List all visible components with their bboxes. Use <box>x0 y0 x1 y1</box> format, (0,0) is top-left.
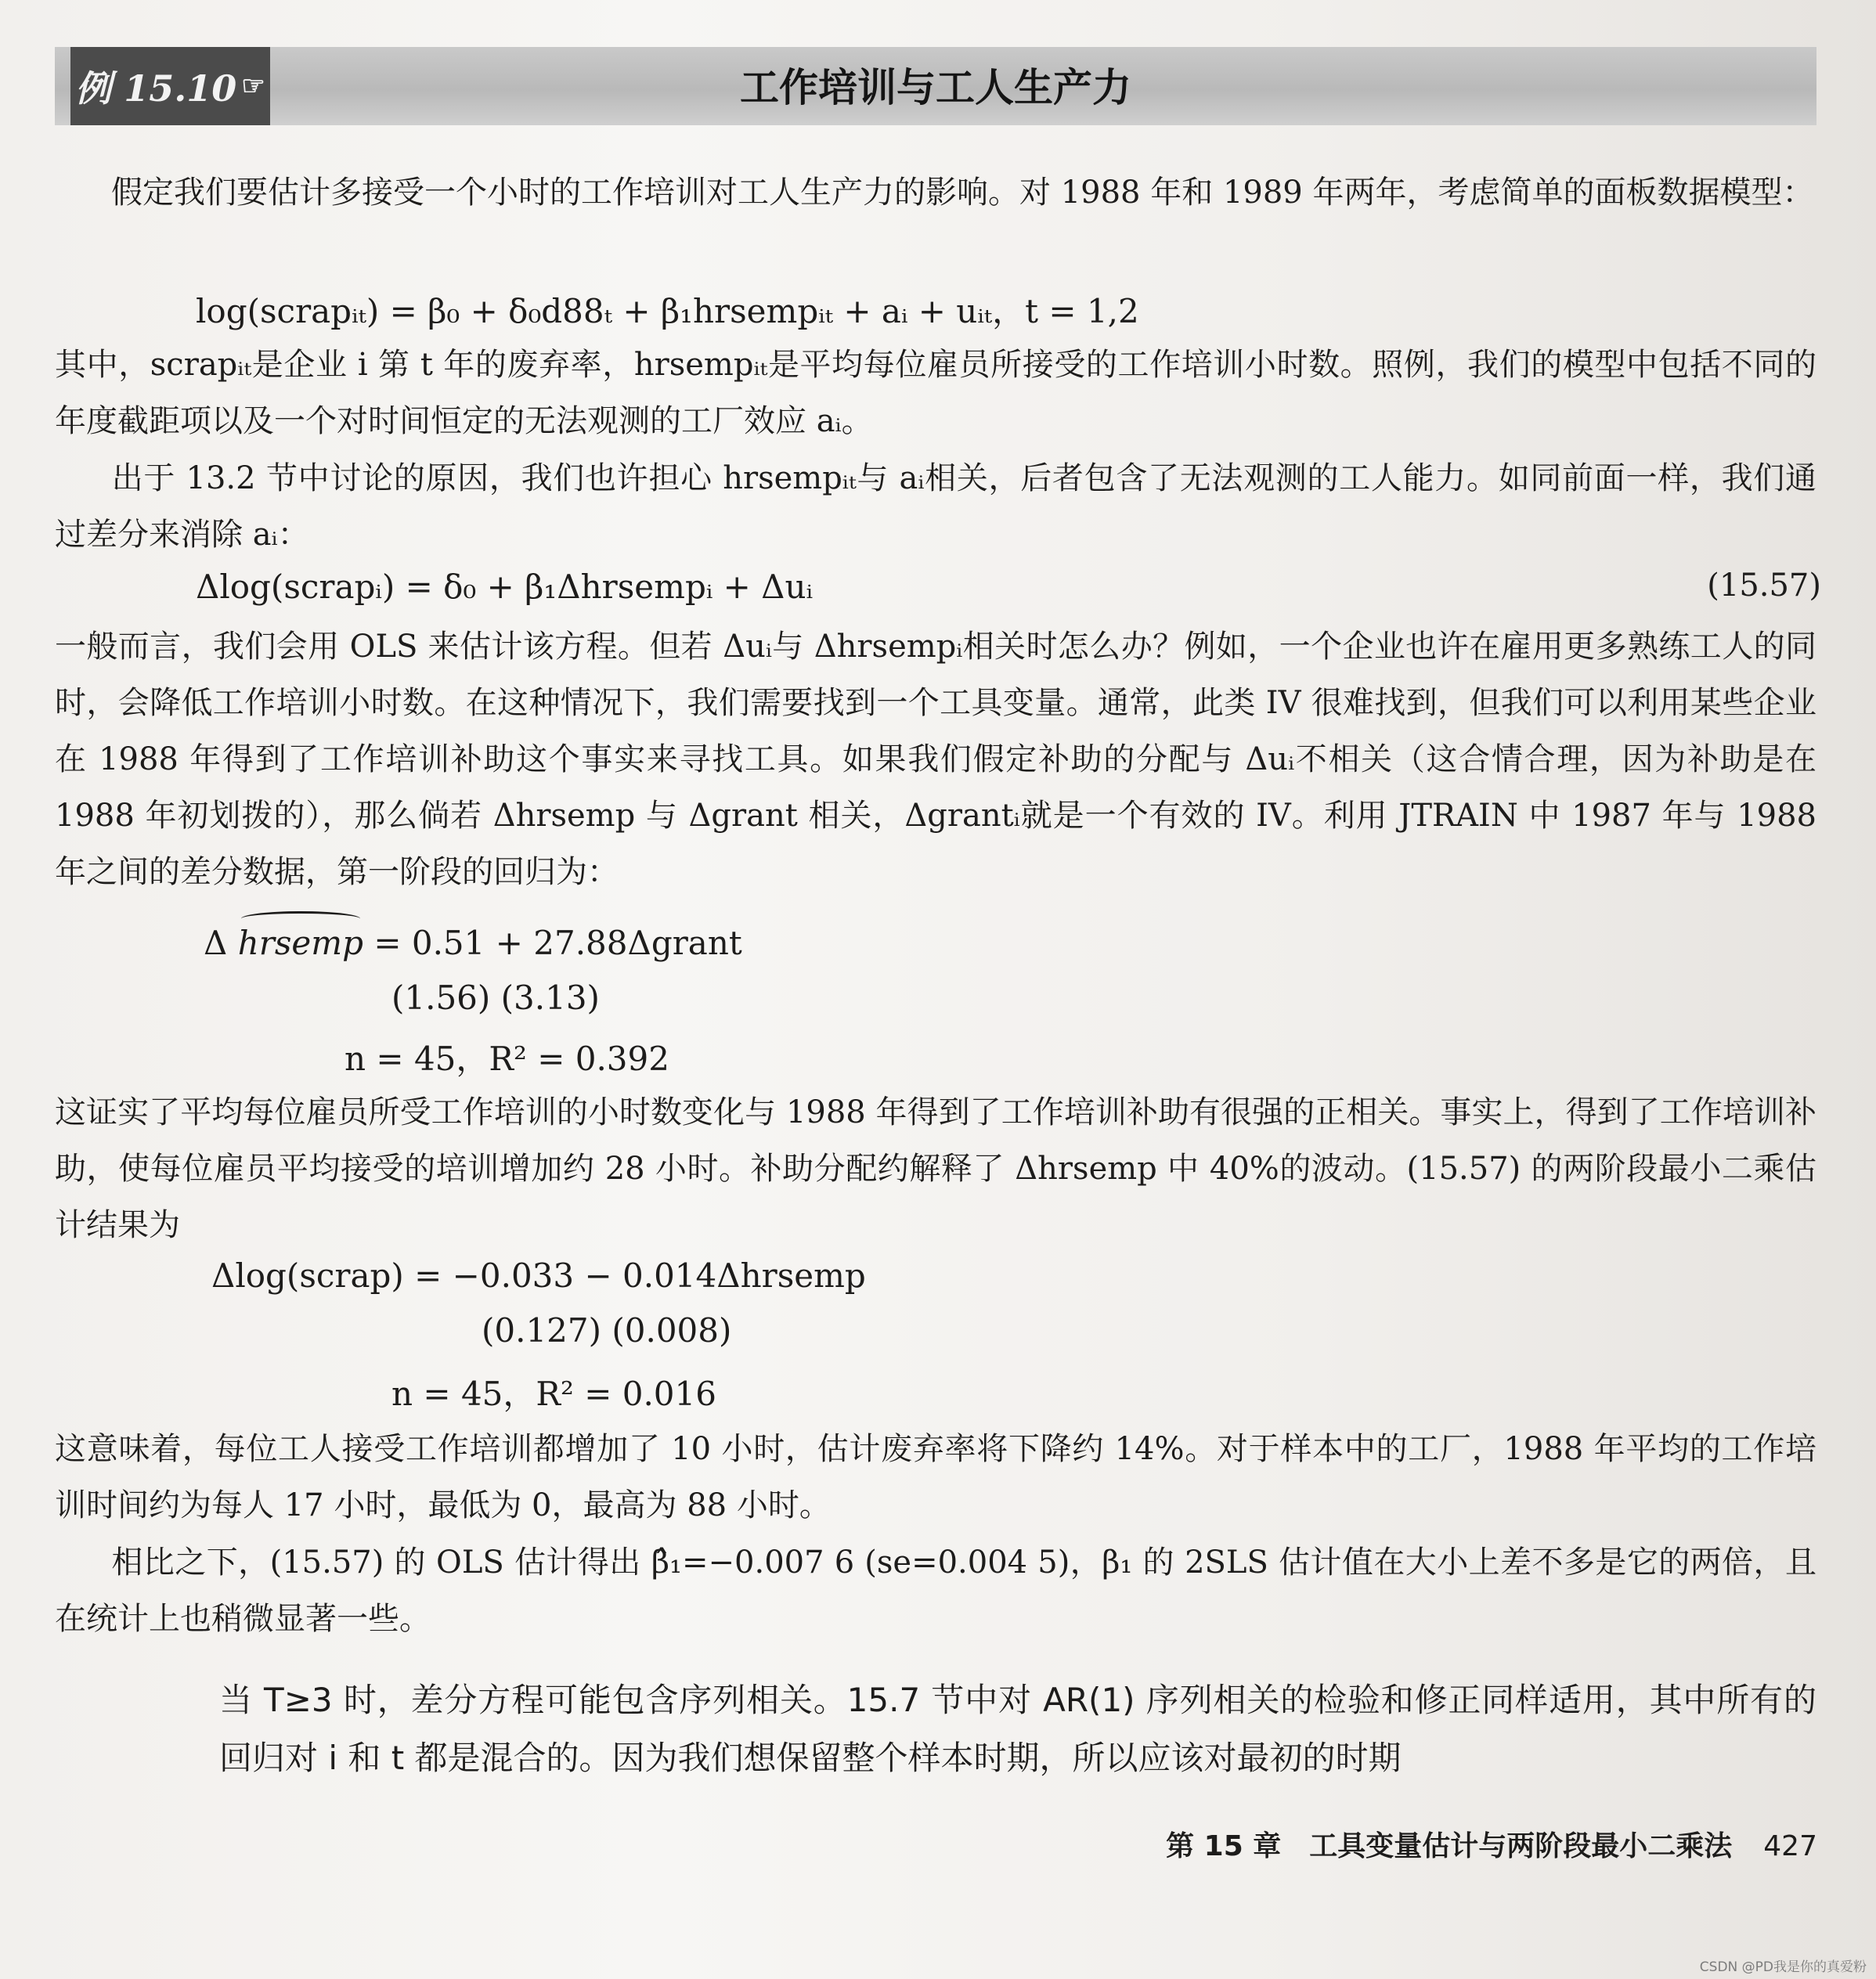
paragraph-difference <box>55 450 1816 563</box>
example-badge-label: 例 15.10 <box>75 67 237 110</box>
equation-number: (15.57) <box>1707 568 1821 604</box>
paragraph-ols-comparison-text: 相比之下，(15.57) 的 OLS 估计得出 β̂₁=−0.007 6 (se=0.004 5)，β₁ 的 2SLS 估计值在大小上差不多是它的两倍，且在统计上也稍微显著一些。 <box>55 1545 1816 1637</box>
page-footer <box>1166 1824 1817 1864</box>
equation-differenced: Δlog(scrapᵢ) = δ₀ + β₁Δhrsempᵢ + Δuᵢ <box>196 568 814 606</box>
pointing-hand-icon: ☞ <box>241 70 265 102</box>
page-number: 427 <box>1763 1830 1817 1862</box>
paragraph-intro-text: 假定我们要估计多接受一个小时的工作培训对工人生产力的影响。对 1988 年和 1989 年两年，考虑简单的面板数据模型： <box>111 175 1814 211</box>
paragraph-first-stage-result: 这证实了平均每位雇员所受工作培训的小时数变化与 1988 年得到了工作培训补助有很强的正相关。事实上，得到了工作培训补助，使每位雇员平均接受的培训增加约 28 小时。补助分配约解释了 Δhrsemp 中 40%的波动。(15.57) 的两阶段最小二乘估计结果为 <box>55 1094 1816 1243</box>
chapter-title: 第 15 章 工具变量估计与两阶段最小二乘法 <box>1166 1830 1733 1862</box>
2sls-standard-errors: (0.127) (0.008) <box>482 1311 732 1350</box>
paragraph-serial-correlation <box>219 1671 1816 1787</box>
paragraph-iv-discussion: 一般而言，我们会用 OLS 来估计该方程。但若 Δuᵢ与 Δhrsempᵢ相关时怎么办？例如，一个企业也许在雇用更多熟练工人的同时，会降低工作培训小时数。在这种情况下，我们需要找到一个工具变量。通常，此类 IV 很难找到，但我们可以利用某些企业在 1988 年得到了工作培训补助这个事实来寻找工具。如果我们假定补助的分配与 Δuᵢ不相关（这合情合理，因为补助是在 1988 年初划拨的），那么倘若 Δhrsemp 与 Δgrant 相关，Δgrantᵢ就是一个有效的 IV。利用 JTRAIN 中 1987 年与 1988 年之间的差分数据，第一阶段的回归为： <box>55 629 1816 890</box>
first-stage-rhs: = 0.51 + 27.88Δgrant <box>373 924 742 962</box>
paragraph-difference-text: 出于 13.2 节中讨论的原因，我们也许担心 hrsempᵢₜ与 aᵢ相关，后者包含了无法观测的工人能力。如同前面一样，我们通过差分来消除 aᵢ： <box>55 460 1816 553</box>
delta-symbol: Δ <box>204 924 228 962</box>
2sls-regression: Δlog(scrap) = −0.033 − 0.014Δhrsemp <box>211 1256 866 1295</box>
paragraph-2sls-interpretation: 这意味着，每位工人接受工作培训都增加了 10 小时，估计废弃率将下降约 14%。对于样本中的工厂，1988 年平均的工作培训时间约为每人 17 小时，最低为 0，最高为 88 小时。 <box>55 1431 1816 1523</box>
paragraph-definitions: 其中，scrapᵢₜ是企业 i 第 t 年的废弃率，hrsempᵢₜ是平均每位雇员所接受的工作培训小时数。照例，我们的模型中包括不同的年度截距项以及一个对时间恒定的无法观测的工厂效应 aᵢ。 <box>55 347 1816 439</box>
csdn-watermark: CSDN @PD我是你的真爱粉 <box>1699 1959 1867 1975</box>
example-title: 工作培训与工人生产力 <box>740 65 1131 110</box>
2sls-stats: n = 45，R² = 0.016 <box>391 1375 716 1413</box>
paragraph-intro <box>55 164 1816 221</box>
first-stage-standard-errors: (1.56) (3.13) <box>391 979 600 1017</box>
paragraph-ols-comparison <box>55 1534 1816 1647</box>
first-stage-regression <box>204 924 742 962</box>
hrsemp-hat: hrsemp <box>237 924 363 962</box>
example-header <box>55 47 1816 125</box>
paragraph-serial-correlation-text: 当 T≥3 时，差分方程可能包含序列相关。15.7 节中对 AR(1) 序列相关的检验和修正同样适用，其中所有的回归对 i 和 t 都是混合的。因为我们想保留整个样本时期，所以应该对最初的时期 <box>219 1681 1816 1777</box>
first-stage-stats: n = 45，R² = 0.392 <box>345 1040 669 1078</box>
equation-panel-model: log(scrapᵢₜ) = β₀ + δ₀d88ₜ + β₁hrsempᵢₜ + aᵢ + uᵢₜ，t = 1,2 <box>196 292 1139 330</box>
